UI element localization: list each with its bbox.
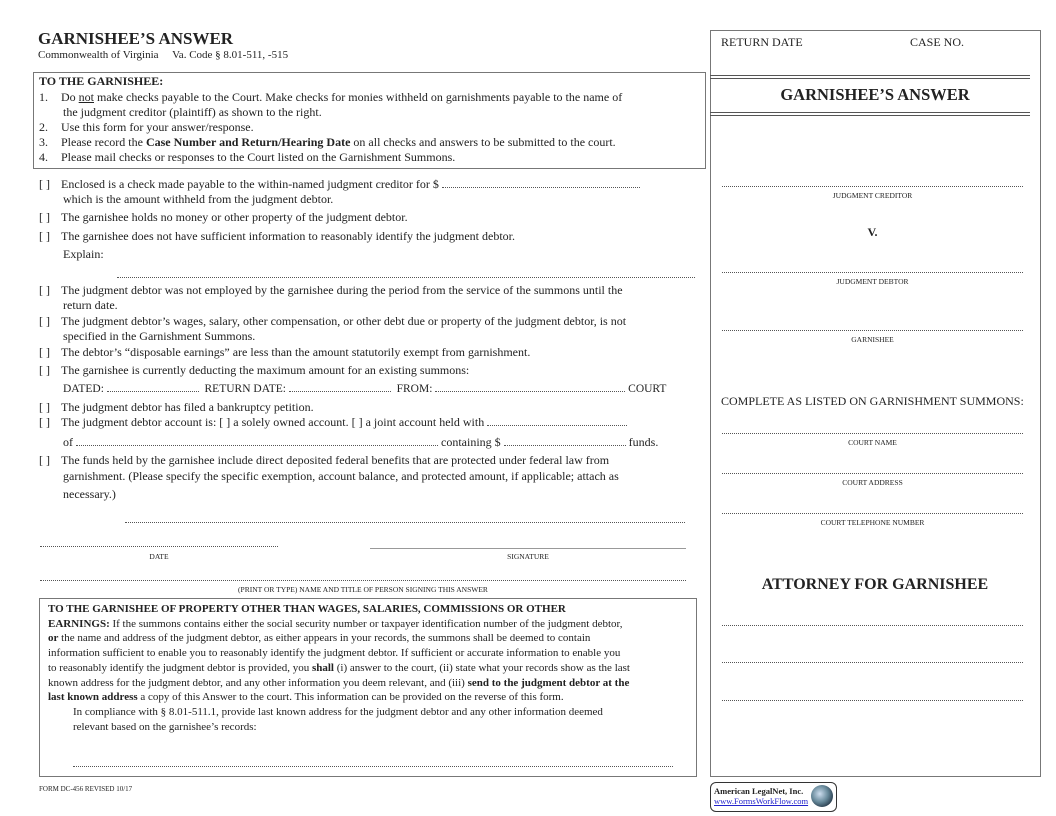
option-account-type[interactable]: [ ] The judgment debtor account is: [ ] a solely owned account. [ ] a joint account held with [39, 415, 627, 430]
option-federal-cont2: necessary.) [63, 487, 116, 501]
court-phone-field[interactable] [722, 513, 1023, 514]
court-address-label: COURT ADDRESS [842, 478, 903, 487]
american-legalnet-logo: American LegalNet, Inc. www.FormsWorkFlow.com [710, 782, 837, 812]
court-address-field[interactable] [722, 473, 1023, 474]
attorney-line-3[interactable] [722, 700, 1023, 701]
judgment-creditor-label: JUDGMENT CREDITOR [832, 191, 913, 200]
form-subtitle: Commonwealth of Virginia Va. Code § 8.01-511, -515 [38, 49, 289, 61]
return-date-label: RETURN DATE [721, 35, 803, 49]
judgment-creditor-field[interactable] [722, 186, 1023, 187]
name-title-label: (PRINT OR TYPE) NAME AND TITLE OF PERSON SIGNING THIS ANSWER [238, 585, 488, 594]
last-known-address-field[interactable] [73, 766, 673, 767]
dated-field[interactable] [107, 382, 199, 392]
signature-label: SIGNATURE [507, 552, 549, 561]
instruction-2: 2. Use this form for your answer/response. [39, 120, 254, 134]
existing-summons-row: DATED: RETURN DATE: FROM: COURT [63, 383, 667, 395]
explain-label: Explain: [63, 247, 104, 261]
logo-link[interactable]: www.FormsWorkFlow.com [714, 796, 809, 806]
judgment-debtor-label: JUDGMENT DEBTOR [836, 277, 909, 286]
from-field[interactable] [435, 382, 625, 392]
option-disposable-earnings[interactable]: [ ] The debtor’s “disposable earnings” are less than the amount statutorily exempt from garnishment. [39, 345, 531, 359]
complete-as-listed-label: COMPLETE AS LISTED ON GARNISHMENT SUMMONS: [721, 394, 1024, 408]
attorney-line-1[interactable] [722, 625, 1023, 626]
instructions-heading: TO THE GARNISHEE: [39, 74, 164, 88]
attorney-line-2[interactable] [722, 662, 1023, 663]
option-not-employed-cont: return date. [63, 298, 118, 312]
option-not-employed[interactable]: [ ] The judgment debtor was not employed by the garnishee during the period from the service of the summons until the [39, 283, 623, 297]
versus-label: V. [867, 225, 878, 239]
option-enclosed-check[interactable]: [ ] Enclosed is a check made payable to the within-named judgment creditor for $ [39, 177, 640, 192]
option-currently-deducting[interactable]: [ ] The garnishee is currently deducting the maximum amount for an existing summons: [39, 363, 470, 377]
option-no-money[interactable]: [ ] The garnishee holds no money or other property of the judgment debtor. [39, 210, 408, 224]
judgment-debtor-field[interactable] [722, 272, 1023, 273]
account-of-field[interactable] [76, 436, 438, 446]
containing-amount-field[interactable] [504, 436, 626, 446]
court-name-label: COURT NAME [848, 438, 897, 447]
option-insufficient-info[interactable]: [ ] The garnishee does not have sufficient information to reasonably identify the judgment debtor. [39, 229, 515, 243]
panel-title: GARNISHEE’S ANSWER [780, 85, 970, 104]
option-wages-not-specified[interactable]: [ ] The judgment debtor’s wages, salary, other compensation, or other debt due or property of the judgment debtor, is not [39, 314, 627, 328]
option-bankruptcy[interactable]: [ ] The judgment debtor has filed a bankruptcy petition. [39, 400, 314, 414]
form-title: GARNISHEE’S ANSWER [38, 29, 234, 48]
case-no-label: CASE NO. [910, 35, 965, 49]
option-wages-cont: specified in the Garnishment Summons. [63, 329, 256, 343]
double-divider [710, 75, 1030, 79]
instruction-4: 4. Please mail checks or responses to the Court listed on the Garnishment Summons. [39, 150, 456, 164]
garnishee-label: GARNISHEE [851, 335, 894, 344]
court-name-field[interactable] [722, 433, 1023, 434]
double-divider [710, 112, 1030, 116]
explain-field[interactable] [117, 277, 695, 278]
date-field[interactable] [40, 546, 278, 547]
globe-icon [811, 785, 833, 807]
date-label: DATE [149, 552, 169, 561]
attorney-heading: ATTORNEY FOR GARNISHEE [761, 576, 989, 593]
form-number: FORM DC-456 REVISED 10/17 [39, 785, 133, 793]
instruction-3: 3. Please record the Case Number and Return/Hearing Date on all checks and answers to be submitted to the court. [39, 135, 616, 149]
notice-text: TO THE GARNISHEE OF PROPERTY OTHER THAN WAGES, SALARIES, COMMISSIONS OR OTHER EARNINGS: If the summons contains either the social security number or taxpayer identification number of the judgment debtor, or the name and address of the judgment debtor, as either appears in your records, the summons shall be deemed to contain information sufficient to enable you to reasonably identify the judgment debtor. If sufficient or accurate information to enable you to reasonably identify the judgment debtor is provided, you shall (i) answer to the court, (ii) state what your records show as the last known address for the judgment debtor, and any other information you deem relevant, and (iii) send to the judgment debtor at the last known address a copy of this Answer to the court. This information can be provided on the reverse of this form. In compliance with § 8.01-511.1, provide last known address for the judgment debtor and any other information deemed relevant based on the garnishee’s records: [48, 603, 630, 733]
return-date-field[interactable] [289, 382, 391, 392]
option-enclosed-cont: which is the amount withheld from the judgment debtor. [63, 192, 334, 206]
joint-holder-field[interactable] [487, 416, 627, 426]
garnishee-field[interactable] [722, 330, 1023, 331]
court-phone-label: COURT TELEPHONE NUMBER [820, 518, 925, 527]
instruction-1-cont: the judgment creditor (plaintiff) as shown to the right. [63, 105, 322, 119]
federal-details-field[interactable] [125, 522, 685, 523]
option-federal-benefits[interactable]: [ ] The funds held by the garnishee include direct deposited federal benefits that are protected under federal law from [39, 453, 610, 467]
option-federal-cont: garnishment. (Please specify the specific exemption, account balance, and protected amount, if applicable; attach as [63, 469, 619, 483]
instruction-1: 1. Do not make checks payable to the Court. Make checks for monies withheld on garnishments payable to the name of [39, 90, 623, 104]
signature-field[interactable] [370, 548, 686, 549]
name-title-field[interactable] [40, 580, 686, 581]
account-details-row: of containing $ funds. [63, 435, 659, 449]
amount-field[interactable] [442, 178, 640, 188]
